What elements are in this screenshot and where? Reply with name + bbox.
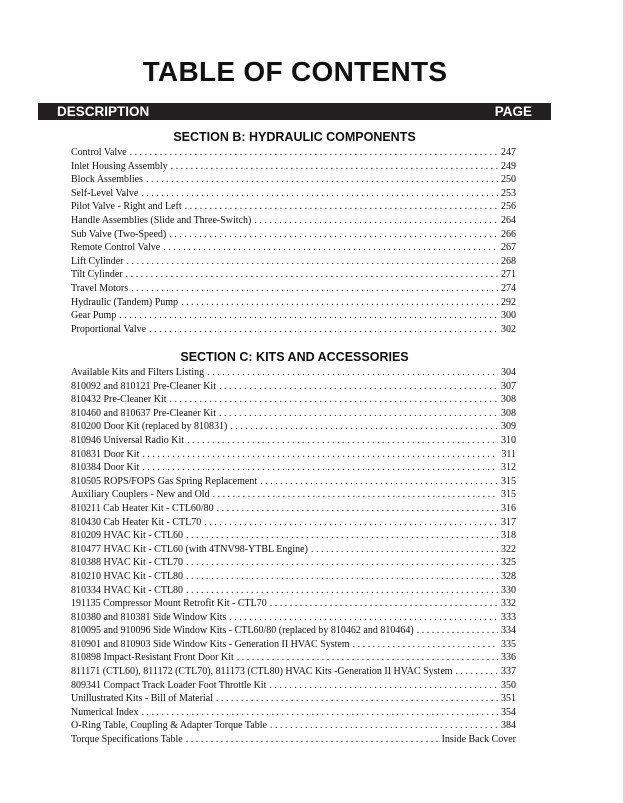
dot-leader (213, 488, 498, 502)
dot-leader (216, 692, 498, 706)
toc-entry-page: 315 (501, 489, 516, 501)
toc-entry-label: 810200 Door Kit (replaced by 810831) (71, 421, 228, 433)
dot-leader (141, 187, 498, 201)
dot-leader (204, 516, 498, 530)
toc-entry[interactable] (71, 638, 516, 652)
toc-entry-page: 304 (501, 367, 516, 378)
toc-entry[interactable] (71, 692, 516, 706)
toc-entry-label: Gear Pump (71, 310, 117, 322)
dot-leader (131, 282, 498, 296)
dot-leader (237, 651, 498, 665)
toc-entry[interactable] (71, 543, 516, 557)
toc-entry-page: 333 (501, 611, 516, 623)
toc-entry-label: Torque Specifications Table (71, 734, 183, 746)
toc-entry-label: Auxiliary Couplers - New and Old (71, 489, 210, 501)
toc-entry[interactable] (71, 366, 516, 380)
toc-entry-page: 307 (501, 380, 516, 392)
toc-entry-label: 810432 Pre-Cleaner Kit (71, 394, 167, 406)
dot-leader (119, 309, 498, 323)
toc-entry-label: Tilt Cylinder (71, 269, 123, 281)
toc-entry[interactable] (71, 665, 516, 679)
toc-entry-label: Control Valve (71, 147, 127, 158)
toc-entry[interactable] (71, 448, 516, 462)
toc-entry-page: 318 (501, 530, 516, 542)
toc-entry-page: 302 (501, 323, 516, 335)
toc-entry-page: 334 (501, 625, 516, 637)
toc-entry-label: Numerical Index (71, 706, 139, 718)
toc-entry-page: 271 (501, 269, 516, 281)
toc-entry-page: 256 (501, 201, 516, 213)
toc-entry[interactable] (71, 719, 516, 733)
toc-entry-label: 191135 Compressor Mount Retrofit Kit - CTL70 (71, 598, 267, 610)
toc-entry[interactable] (71, 475, 516, 489)
toc-entry-label: Lift Cylinder (71, 255, 124, 267)
dot-leader (130, 146, 498, 160)
toc-entry[interactable] (71, 228, 516, 242)
toc-entry[interactable] (71, 214, 516, 228)
page-column-header: PAGE (494, 104, 532, 119)
toc-entry[interactable] (71, 651, 516, 665)
dot-leader (127, 255, 499, 269)
toc-entry-page: 351 (501, 693, 516, 705)
dot-leader (417, 624, 498, 638)
toc-entry-page: 308 (501, 394, 516, 406)
page-title: TABLE OF CONTENTS (142, 56, 448, 87)
toc-entry[interactable] (71, 407, 516, 421)
dot-leader (186, 733, 439, 747)
toc-entry-page: 267 (501, 242, 516, 254)
toc-entry-page: 300 (501, 310, 516, 322)
dot-leader (186, 584, 498, 598)
toc-entry-page: Inside Back Cover (441, 734, 516, 746)
toc-entry-page: 310 (501, 434, 516, 446)
toc-entry-page: 250 (501, 174, 516, 186)
dot-leader (146, 173, 498, 187)
toc-entry[interactable] (71, 597, 516, 611)
toc-entry[interactable] (71, 323, 516, 337)
toc-entry-label: Available Kits and Filters Listing (71, 367, 205, 378)
dot-leader (217, 502, 498, 516)
toc-entry[interactable] (71, 611, 516, 625)
toc-entry-label: 810095 and 910096 Side Window Kits - CTL60/80 (replaced by 810462 and 810464) (71, 625, 414, 637)
toc-entry[interactable] (71, 255, 516, 269)
toc-entry-label: O-Ring Table, Coupling & Adapter Torque Table (71, 720, 267, 732)
toc-entry-label: 811171 (CTL60), 811172 (CTL70), 811173 (CTL80) HVAC Kits -Generation II HVAC System (71, 666, 453, 678)
toc-entry-label: 810898 Impact-Resistant Front Door Kit (71, 652, 234, 664)
toc-entry-page: 354 (501, 706, 516, 718)
toc-entry-page: 328 (501, 570, 516, 582)
dot-leader (229, 611, 498, 625)
toc-entry[interactable] (71, 268, 516, 282)
toc-entry[interactable] (71, 200, 516, 214)
toc-entry[interactable] (71, 146, 516, 160)
column-header-bar (38, 103, 551, 120)
toc-entry[interactable] (71, 393, 516, 407)
section-b-entries (71, 146, 516, 336)
toc-entry[interactable] (71, 434, 516, 448)
toc-entry-page: 249 (501, 160, 516, 172)
toc-entry-label: Proportional Valve (71, 323, 147, 335)
toc-entry[interactable] (71, 584, 516, 598)
dot-leader (260, 475, 498, 489)
toc-entry-label: 809341 Compact Track Loader Foot Throttle Kit (71, 679, 267, 691)
dot-leader (186, 570, 498, 584)
toc-entry-label: 810380 and 810381 Side Window Kits (71, 611, 227, 623)
toc-entry-label: 810211 Cab Heater Kit - CTL60/80 (71, 502, 214, 514)
toc-entry[interactable] (71, 309, 516, 323)
toc-entry[interactable] (71, 516, 516, 530)
dot-leader (141, 706, 498, 720)
toc-entry-label: Handle Assemblies (Slide and Three-Switch) (71, 214, 252, 226)
toc-entry-page: 316 (501, 502, 516, 514)
toc-entry-page: 312 (501, 462, 516, 474)
toc-entry-label: Pilot Valve - Right and Left (71, 201, 182, 213)
toc-entry-label: 810901 and 810903 Side Window Kits - Generation II HVAC System (71, 638, 350, 650)
toc-entry-label: Hydraulic (Tandem) Pump (71, 296, 179, 308)
toc-entry-page: 308 (501, 407, 516, 419)
toc-entry-label: 810430 Cab Heater Kit - CTL70 (71, 516, 202, 528)
dot-leader (269, 679, 498, 693)
toc-entry-page: 247 (501, 147, 516, 158)
toc-entry-page: 309 (501, 421, 516, 433)
dot-leader (270, 597, 498, 611)
toc-entry[interactable] (71, 160, 516, 174)
toc-entry-page: 274 (501, 282, 516, 294)
toc-entry[interactable] (71, 733, 516, 747)
toc-entry-page: 337 (501, 666, 516, 678)
dot-leader (149, 323, 498, 337)
dot-leader (254, 214, 498, 228)
dot-leader (456, 665, 498, 679)
dot-leader (311, 543, 498, 557)
dot-leader (169, 228, 498, 242)
toc-entry[interactable] (71, 296, 516, 310)
dot-leader (171, 160, 498, 174)
toc-entry[interactable] (71, 570, 516, 584)
toc-entry-label: 810505 ROPS/FOPS Gas Spring Replacement (71, 475, 258, 487)
toc-entry-page: 266 (501, 228, 516, 240)
toc-entry[interactable] (71, 461, 516, 475)
dot-leader (270, 719, 498, 733)
toc-entry-label: 810831 Door Kit (71, 448, 140, 460)
toc-entry-label: 810460 and 810637 Pre-Cleaner Kit (71, 407, 216, 419)
toc-entry-page: 335 (501, 638, 516, 650)
dot-leader (186, 556, 498, 570)
dot-leader (170, 393, 498, 407)
dot-leader (187, 434, 498, 448)
toc-entry[interactable] (71, 241, 516, 255)
toc-entry-label: 810210 HVAC Kit - CTL80 (71, 570, 184, 582)
toc-entry[interactable] (71, 529, 516, 543)
toc-entry[interactable] (71, 706, 516, 720)
toc-entry-label: 810477 HVAC Kit - CTL60 (with 4TNV98-YTBL Engine) (71, 543, 308, 555)
toc-entry-page: 322 (501, 543, 516, 555)
toc-entry-label: Block Assemblies (71, 174, 143, 186)
toc-entry-page: 317 (501, 516, 516, 528)
toc-entry-label: Inlet Housing Assembly (71, 160, 168, 172)
toc-entry[interactable] (71, 488, 516, 502)
toc-entry-label: 810946 Universal Radio Kit (71, 434, 185, 446)
toc-entry[interactable] (71, 624, 516, 638)
toc-entry[interactable] (71, 502, 516, 516)
toc-entry[interactable] (71, 380, 516, 394)
dot-leader (353, 638, 498, 652)
dot-leader (230, 420, 498, 434)
toc-entry-page: 325 (501, 557, 516, 569)
toc-entry[interactable] (71, 282, 516, 296)
toc-entry-page: 332 (501, 598, 516, 610)
section-c-title: SECTION C: KITS AND ACCESSORIES (180, 350, 409, 364)
toc-entry-label: Remote Control Valve (71, 242, 161, 254)
toc-entry[interactable] (71, 679, 516, 693)
toc-entry-label: 810092 and 810121 Pre-Cleaner Kit (71, 380, 216, 392)
toc-entry-label: 810388 HVAC Kit - CTL70 (71, 557, 184, 569)
dot-leader (207, 366, 498, 380)
dot-leader (142, 461, 498, 475)
toc-entry-label: Sub Valve (Two-Speed) (71, 228, 167, 240)
dot-leader (219, 380, 498, 394)
toc-entry-label: 810209 HVAC Kit - CTL60 (71, 530, 184, 542)
toc-entry[interactable] (71, 187, 516, 201)
dot-leader (219, 407, 498, 421)
toc-entry-label: 810334 HVAC Kit - CTL80 (71, 584, 184, 596)
dot-leader (142, 448, 498, 462)
toc-entry-page: 268 (501, 255, 516, 267)
dot-leader (185, 200, 498, 214)
toc-entry-page: 330 (501, 584, 516, 596)
toc-entry[interactable] (71, 173, 516, 187)
toc-entry-label: Self-Level Valve (71, 187, 139, 199)
toc-entry-label: Travel Motors (71, 282, 129, 294)
toc-entry-page: 253 (501, 187, 516, 199)
toc-entry-page: 336 (501, 652, 516, 664)
dot-leader (181, 296, 498, 310)
toc-entry-page: 384 (501, 720, 516, 732)
description-column-header: DESCRIPTION (57, 104, 150, 119)
dot-leader (126, 268, 498, 282)
toc-entry[interactable] (71, 420, 516, 434)
toc-entry-page: 315 (501, 475, 516, 487)
toc-entry-page: 311 (501, 448, 516, 460)
section-b-title: SECTION B: HYDRAULIC COMPONENTS (173, 130, 416, 144)
toc-entry[interactable] (71, 556, 516, 570)
toc-entry-page: 292 (501, 296, 516, 308)
section-c-entries (71, 366, 516, 747)
dot-leader (186, 529, 498, 543)
dot-leader (163, 241, 498, 255)
toc-entry-label: 810384 Door Kit (71, 462, 140, 474)
toc-entry-page: 264 (501, 214, 516, 226)
toc-entry-page: 350 (501, 679, 516, 691)
toc-entry-label: Unillustrated Kits - Bill of Material (71, 693, 213, 705)
